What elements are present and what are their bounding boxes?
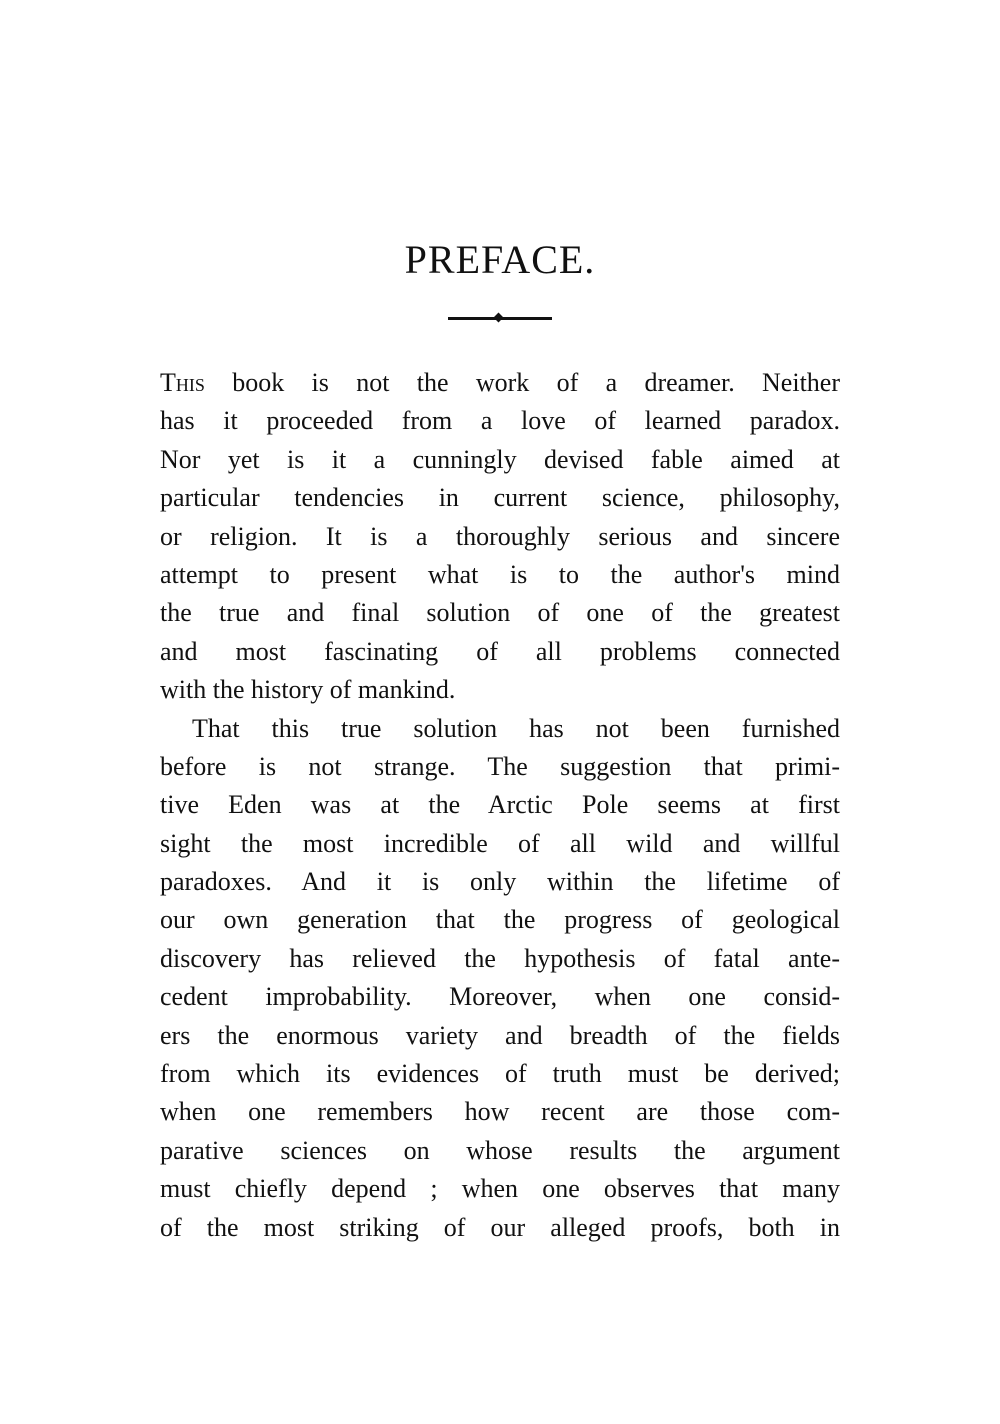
text-line: has it proceeded from a love of learned paradox. — [160, 406, 840, 436]
ornament-diamond-icon — [494, 313, 504, 323]
preface-body — [160, 364, 840, 1247]
text-line: attempt to present what is to the author's mind — [160, 559, 840, 589]
text-line: cedent improbability. Moreover, when one consid- — [160, 982, 840, 1012]
text-line: the true and final solution of one of the greatest — [160, 598, 840, 628]
text-line: paradoxes. And it is only within the lifetime of — [160, 867, 840, 897]
page-title: PREFACE. — [404, 237, 596, 282]
text-line: or religion. It is a thoroughly serious and sincere — [160, 521, 840, 551]
text-line: when one remembers how recent are those com- — [160, 1097, 840, 1127]
text-line: parative sciences on whose results the argument — [160, 1135, 840, 1165]
text-line: discovery has relieved the hypothesis of fatal ante- — [160, 943, 840, 973]
text-line: before is not strange. The suggestion that primi- — [160, 751, 840, 781]
text-line: Nor yet is it a cunningly devised fable aimed at — [160, 444, 840, 474]
text-line: our own generation that the progress of geological — [160, 905, 840, 935]
text-line: ers the enormous variety and breadth of the fields — [160, 1020, 840, 1050]
text-line-content: book is not the work of a dreamer. Neither — [204, 368, 840, 397]
text-line: sight the most incredible of all wild and willful — [160, 828, 840, 858]
title-ornament-divider — [448, 312, 552, 324]
text-line: particular tendencies in current science, philosophy, — [160, 483, 840, 513]
text-line: from which its evidences of truth must be derived; — [160, 1059, 840, 1089]
text-line: with the history of mankind. — [160, 675, 456, 705]
text-line: tive Eden was at the Arctic Pole seems at first — [160, 790, 840, 820]
text-line: and most fascinating of all problems connected — [160, 636, 840, 666]
text-line — [160, 364, 840, 402]
lead-small-caps: This — [160, 368, 205, 397]
text-line: of the most striking of our alleged proofs, both in — [160, 1212, 840, 1242]
text-line: That this true solution has not been furnished — [192, 713, 840, 743]
text-line: must chiefly depend ; when one observes that many — [160, 1174, 840, 1204]
